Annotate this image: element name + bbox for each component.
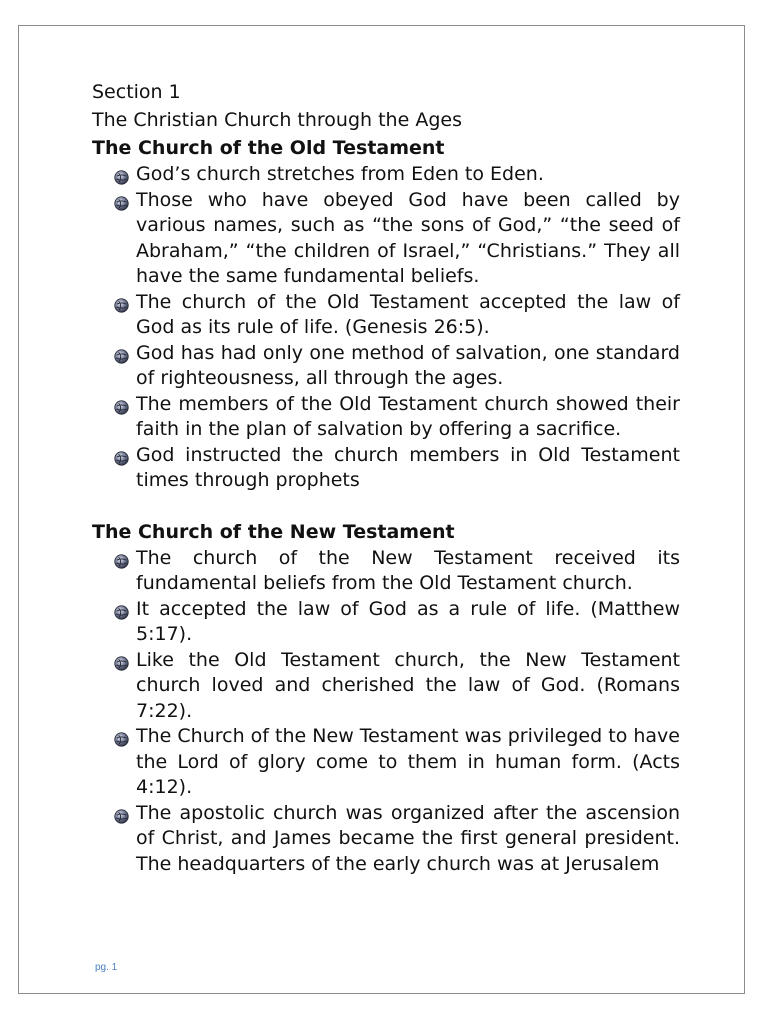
globe-bullet-icon: [114, 729, 129, 744]
document-subtitle: The Christian Church through the Ages: [92, 109, 462, 131]
list-item: [114, 290, 680, 341]
new-testament-list: [92, 546, 680, 878]
page-content: [92, 78, 680, 877]
list-item: [114, 443, 680, 494]
list-item-text: It accepted the law of God as a rule of life. (Matthew 5:17).: [136, 597, 680, 645]
list-item: [114, 162, 680, 188]
list-item-text: God instructed the church members in Old Testament times through prophets: [136, 443, 680, 491]
section-heading-new-testament: The Church of the New Testament: [92, 520, 455, 543]
list-item-text: The church of the New Testament received its fundamental beliefs from the Old Testament church.: [136, 546, 680, 594]
section-label: Section 1: [92, 81, 181, 103]
list-item-text: The church of the Old Testament accepted the law of God as its rule of life. (Genesis 26:5).: [136, 290, 680, 338]
list-item-text: God has had only one method of salvation, one standard of righteousness, all through the ages.: [136, 341, 680, 389]
list-item: [114, 801, 680, 878]
globe-bullet-icon: [114, 653, 129, 668]
globe-bullet-icon: [114, 397, 129, 412]
globe-bullet-icon: [114, 346, 129, 361]
document-page: [18, 25, 745, 994]
globe-bullet-icon: [114, 806, 129, 821]
list-item: [114, 597, 680, 648]
list-item: [114, 724, 680, 801]
old-testament-list: [92, 162, 680, 494]
list-item: [114, 188, 680, 290]
list-item-text: God’s church stretches from Eden to Eden.: [136, 163, 544, 185]
list-item-text: The apostolic church was organized after the ascension of Christ, and James became the first general president. The headquarters of the early church was at Jerusalem: [136, 801, 680, 875]
list-item-text: Like the Old Testament church, the New Testament church loved and cherished the law of God. (Romans 7:22).: [136, 648, 680, 722]
list-item-text: Those who have obeyed God have been called by various names, such as “the sons of God,” “the seed of Abraham,” “the children of Israel,” “Christians.” They all have the same fundamental beliefs.: [136, 188, 680, 287]
list-item-text: The members of the Old Testament church showed their faith in the plan of salvation by offering a sacrifice.: [136, 392, 680, 440]
page-number: pg. 1: [95, 962, 118, 973]
globe-bullet-icon: [114, 167, 129, 182]
list-item: [114, 341, 680, 392]
section-heading-old-testament: The Church of the Old Testament: [92, 137, 445, 159]
globe-bullet-icon: [114, 193, 129, 208]
list-item: [114, 392, 680, 443]
globe-bullet-icon: [114, 551, 129, 566]
list-item: [114, 546, 680, 597]
list-item: [114, 648, 680, 725]
globe-bullet-icon: [114, 295, 129, 310]
globe-bullet-icon: [114, 448, 129, 463]
globe-bullet-icon: [114, 602, 129, 617]
list-item-text: The Church of the New Testament was privileged to have the Lord of glory come to them in human form. (Acts 4:12).: [136, 725, 680, 798]
